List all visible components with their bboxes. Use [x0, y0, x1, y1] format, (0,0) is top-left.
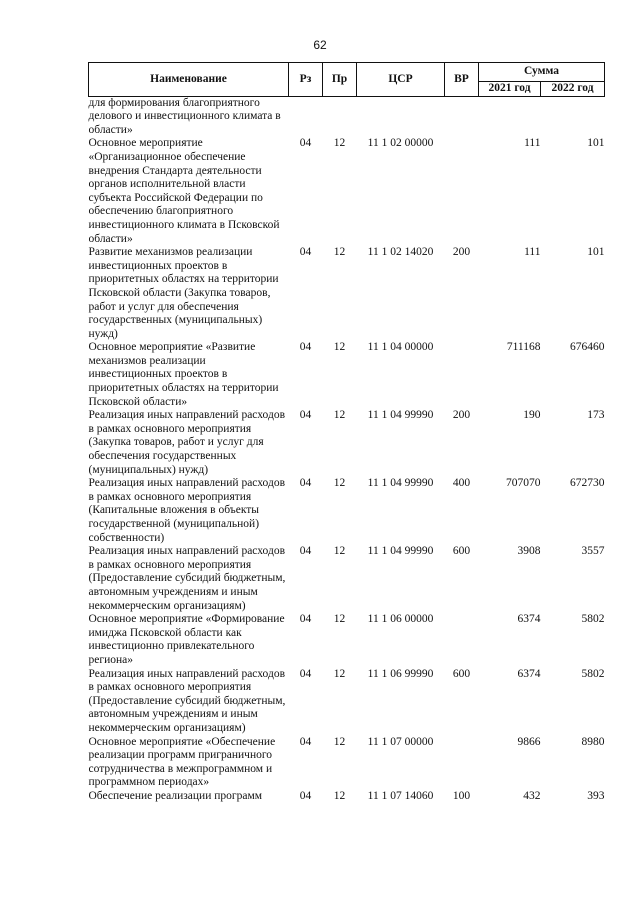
row-csr: 11 1 04 00000	[367, 341, 434, 354]
row-rz: 04	[299, 137, 312, 150]
table-row	[89, 409, 605, 477]
row-sum-2022: 101	[587, 137, 605, 150]
row-rz	[289, 96, 323, 137]
header-2021: 2021 год	[479, 82, 541, 97]
row-csr: 11 1 07 14060	[367, 789, 434, 802]
row-csr: 11 1 06 99990	[367, 667, 434, 680]
row-sum-2022: 3557	[581, 545, 605, 558]
row-csr: 11 1 04 99990	[367, 545, 434, 558]
row-pr: 12	[333, 613, 346, 626]
row-rz: 04	[299, 341, 312, 354]
row-rz: 04	[299, 409, 312, 422]
row-pr: 12	[333, 789, 346, 802]
row-name: для формирования благоприятного делового и инвестиционного климата в области»	[88, 96, 281, 136]
row-sum-2022: 5802	[581, 667, 605, 680]
row-vr	[445, 137, 479, 246]
row-pr: 12	[333, 545, 346, 558]
header-pr: Пр	[323, 63, 357, 97]
row-pr	[323, 96, 357, 137]
row-name: Реализация иных направлений расходов в рамках основного мероприятия (Капитальные вложения в объекты государственной (муниципальной) собственности)	[88, 477, 286, 544]
row-sum-2021: 190	[523, 409, 541, 422]
row-name: Обеспечение реализации программ	[88, 789, 263, 802]
row-sum-2022: 676460	[570, 341, 605, 354]
row-csr: 11 1 04 99990	[367, 477, 434, 490]
header-rz: Рз	[289, 63, 323, 97]
row-pr: 12	[333, 341, 346, 354]
row-pr: 12	[333, 477, 346, 490]
page-number: 62	[313, 38, 327, 52]
row-rz: 04	[299, 545, 312, 558]
row-rz: 04	[299, 735, 312, 748]
table-body	[89, 96, 605, 803]
row-pr: 12	[333, 667, 346, 680]
row-csr: 11 1 04 99990	[367, 409, 434, 422]
row-vr	[445, 96, 479, 137]
row-rz: 04	[299, 789, 312, 802]
table-row	[89, 790, 605, 804]
table-row	[89, 341, 605, 409]
row-sum-2022	[541, 96, 605, 137]
row-vr: 100	[452, 789, 471, 802]
row-vr: 200	[452, 246, 471, 259]
row-csr: 11 1 02 14020	[367, 246, 434, 259]
row-name: Развитие механизмов реализации инвестиционных проектов в приоритетных областях на территории Псковской области (Закупка товаров, работ и услуг для обеспечения государственных (муниципальных) нужд)	[88, 246, 279, 340]
row-sum-2022: 672730	[570, 477, 605, 490]
row-pr: 12	[333, 409, 346, 422]
row-name: Основное мероприятие «Развитие механизмов реализации инвестиционных проектов в приоритетных областях на территории Псковской области»	[88, 341, 279, 408]
row-sum-2021: 6374	[517, 667, 541, 680]
row-vr: 200	[452, 409, 471, 422]
row-name: Основное мероприятие «Обеспечение реализации программ приграничного сотрудничества в межпрограммном и программном периодах»	[88, 735, 276, 789]
row-rz: 04	[299, 667, 312, 680]
row-sum-2021: 9866	[517, 735, 541, 748]
row-sum-2022: 8980	[581, 735, 605, 748]
header-csr: ЦСР	[357, 63, 445, 97]
table-row	[89, 613, 605, 667]
row-pr: 12	[333, 735, 346, 748]
row-name: Основное мероприятие «Организационное обеспечение внедрения Стандарта деятельности органов исполнительной власти субъекта Российской Федерации по обеспечению благоприятного инвестиционного климата в Псковской области»	[88, 137, 280, 245]
row-vr: 400	[452, 477, 471, 490]
row-sum-2022: 101	[587, 246, 605, 259]
table-row	[89, 96, 605, 137]
row-sum-2021: 707070	[506, 477, 541, 490]
row-sum-2022: 5802	[581, 613, 605, 626]
row-sum-2021: 3908	[517, 545, 541, 558]
table-row	[89, 736, 605, 790]
row-csr: 11 1 06 00000	[367, 613, 434, 626]
header-name: Наименование	[89, 63, 289, 97]
row-sum-2021: 111	[524, 137, 541, 150]
row-csr: 11 1 02 00000	[367, 137, 434, 150]
row-name: Реализация иных направлений расходов в рамках основного мероприятия (Закупка товаров, работ и услуг для обеспечения государственных (муниципальных) нужд)	[88, 409, 286, 476]
row-name: Основное мероприятие «Формирование имиджа Псковской области как инвестиционно привлекательного региона»	[88, 613, 285, 666]
table-row	[89, 545, 605, 613]
row-csr	[357, 96, 445, 137]
row-sum-2021: 432	[523, 789, 541, 802]
row-sum-2021: 111	[524, 246, 541, 259]
table-row	[89, 246, 605, 341]
row-sum-2021: 6374	[517, 613, 541, 626]
row-pr: 12	[333, 137, 346, 150]
row-rz: 04	[299, 613, 312, 626]
row-rz: 04	[299, 477, 312, 490]
row-name: Реализация иных направлений расходов в рамках основного мероприятия (Предоставление субсидий бюджетным, автономным учреждениям и иным некоммерческим организациям)	[88, 545, 286, 612]
row-vr	[445, 613, 479, 667]
row-pr: 12	[333, 246, 346, 259]
header-vr: ВР	[445, 63, 479, 97]
table-row	[89, 137, 605, 246]
table-row	[89, 477, 605, 545]
row-vr: 600	[452, 545, 471, 558]
row-sum-2021: 711168	[506, 341, 541, 354]
row-sum-2022: 393	[587, 789, 605, 802]
row-vr: 600	[452, 667, 471, 680]
header-2022: 2022 год	[541, 82, 605, 97]
row-name: Реализация иных направлений расходов в рамках основного мероприятия (Предоставление субсидий бюджетным, автономным учреждениям и иным некоммерческим организациям)	[88, 667, 286, 734]
row-vr	[445, 736, 479, 790]
row-rz: 04	[299, 246, 312, 259]
row-sum-2022: 173	[587, 409, 605, 422]
budget-table	[88, 62, 605, 803]
row-vr	[445, 341, 479, 409]
row-sum-2021	[479, 96, 541, 137]
row-csr: 11 1 07 00000	[367, 735, 434, 748]
header-sum: Сумма	[479, 63, 605, 82]
table-row	[89, 668, 605, 736]
